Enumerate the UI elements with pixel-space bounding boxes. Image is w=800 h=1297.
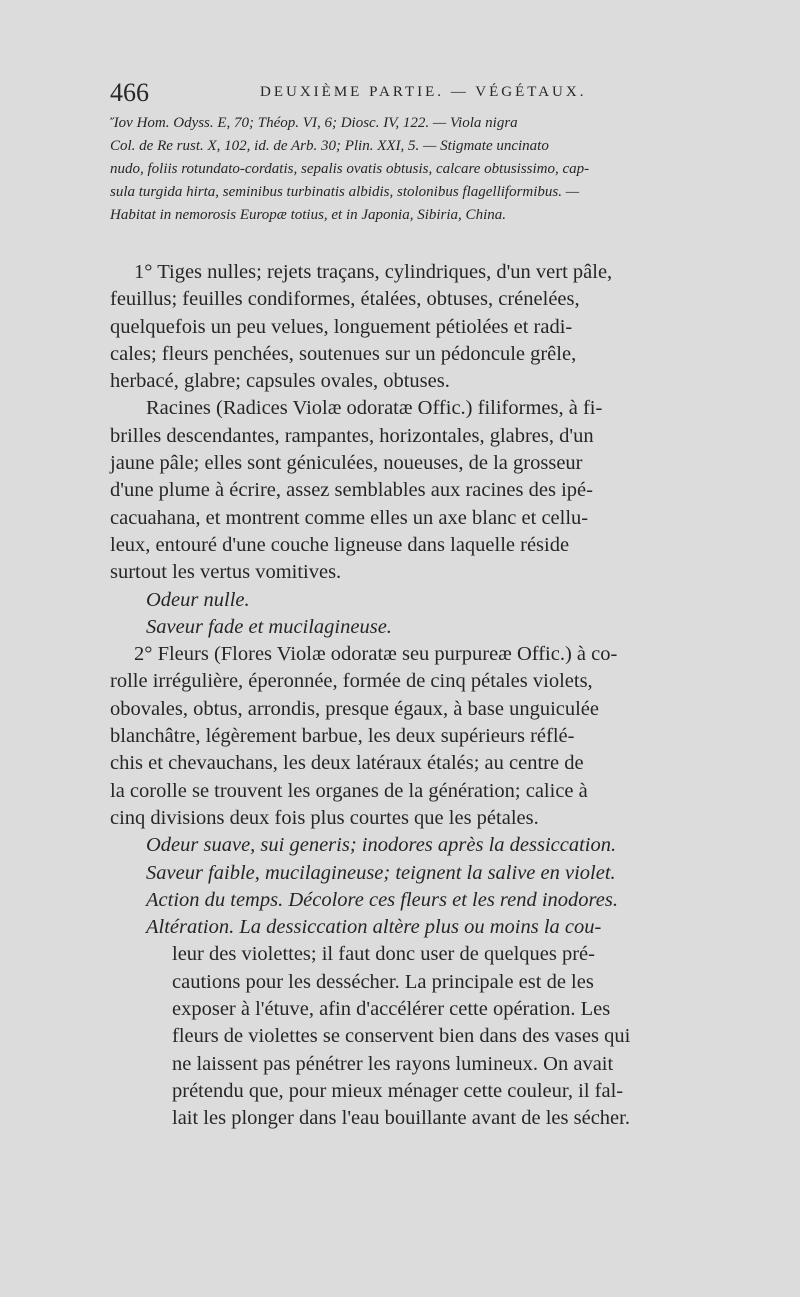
body-text [110,259,766,1133]
text-line: Action du temps. Décolore ces fleurs et les rend inodores. [146,888,618,911]
text-line: Odeur nulle. [146,588,250,611]
page-header [110,78,760,108]
running-head: DEUXIÈME PARTIE. — VÉGÉTAUX. [260,84,587,100]
synonymy-line: Ἴον Hom. Odyss. E, 70; Théop. VI, 6; Diosc. IV, 122. — Viola nigra [110,115,518,131]
text-line: brilles descendantes, rampantes, horizontales, glabres, d'un [110,424,594,447]
text-line: prétendu que, pour mieux ménager cette couleur, il fal- [172,1079,624,1102]
text-line: Saveur fade et mucilagineuse. [146,615,392,638]
synonymy-line: Habitat in nemorosis Europæ totius, et in Japonia, Sibiria, China. [110,207,506,223]
text-line: d'une plume à écrire, assez semblables aux racines des ipé- [110,479,593,502]
text-line: jaune pâle; elles sont géniculées, noueuses, de la grosseur [110,452,583,475]
text-line: surtout les vertus vomitives. [110,561,342,584]
text-line: cautions pour les dessécher. La principale est de les [172,970,594,993]
synonymy-line: Col. de Re rust. X, 102, id. de Arb. 30; Plin. XXI, 5. — Stigmate uncinato [110,138,549,154]
text-line: cinq divisions deux fois plus courtes que les pétales. [110,806,539,829]
text-line: rolle irrégulière, éperonnée, formée de cinq pétales violets, [110,670,593,693]
text-line: fleurs de violettes se conservent bien dans des vases qui [172,1025,631,1048]
synonymy-block [110,112,758,227]
text-line: Racines (Radices Violæ odoratæ Offic.) filiformes, à fi- [146,397,603,420]
synonymy-line: sula turgida hirta, seminibus turbinatis albidis, stolonibus flagelliformibus. — [110,184,580,200]
text-line: quelquefois un peu velues, longuement pétiolées et radi- [110,315,573,338]
synonymy-line: nudo, foliis rotundato-cordatis, sepalis ovatis obtusis, calcare obtusissimo, cap- [110,161,590,177]
text-line: cacuahana, et montrent comme elles un axe blanc et cellu- [110,506,589,529]
text-line: feuillus; feuilles condiformes, étalées, obtuses, crénelées, [110,288,580,311]
text-line: Odeur suave, sui generis; inodores après la dessiccation. [146,834,617,857]
text-line: blanchâtre, légèrement barbue, les deux supérieurs réflé- [110,725,575,748]
text-line: herbacé, glabre; capsules ovales, obtuses. [110,370,450,393]
text-line: cales; fleurs penchées, soutenues sur un pédoncule grêle, [110,342,577,365]
text-line: leux, entouré d'une couche ligneuse dans laquelle réside [110,533,570,556]
text-line: obovales, obtus, arrondis, presque égaux, à base unguiculée [110,697,600,720]
text-line: ne laissent pas pénétrer les rayons lumineux. On avait [172,1052,614,1075]
text-line: 1° Tiges nulles; rejets traçans, cylindriques, d'un vert pâle, [134,261,613,283]
text-line: Altération. La dessiccation altère plus ou moins la cou- [146,916,602,939]
text-line: exposer à l'étuve, afin d'accélérer cette opération. Les [172,998,611,1021]
text-line: 2° Fleurs (Flores Violæ odoratæ seu purpureæ Offic.) à co- [134,643,618,666]
text-line: Saveur faible, mucilagineuse; teignent la salive en violet. [146,861,616,884]
text-line: lait les plonger dans l'eau bouillante avant de les sécher. [172,1107,630,1130]
text-line: leur des violettes; il faut donc user de quelques pré- [172,943,595,966]
page-number: 466 [110,78,149,107]
text-line: la corolle se trouvent les organes de la génération; calice à [110,779,588,802]
text-line: chis et chevauchans, les deux latéraux étalés; au centre de [110,752,584,775]
